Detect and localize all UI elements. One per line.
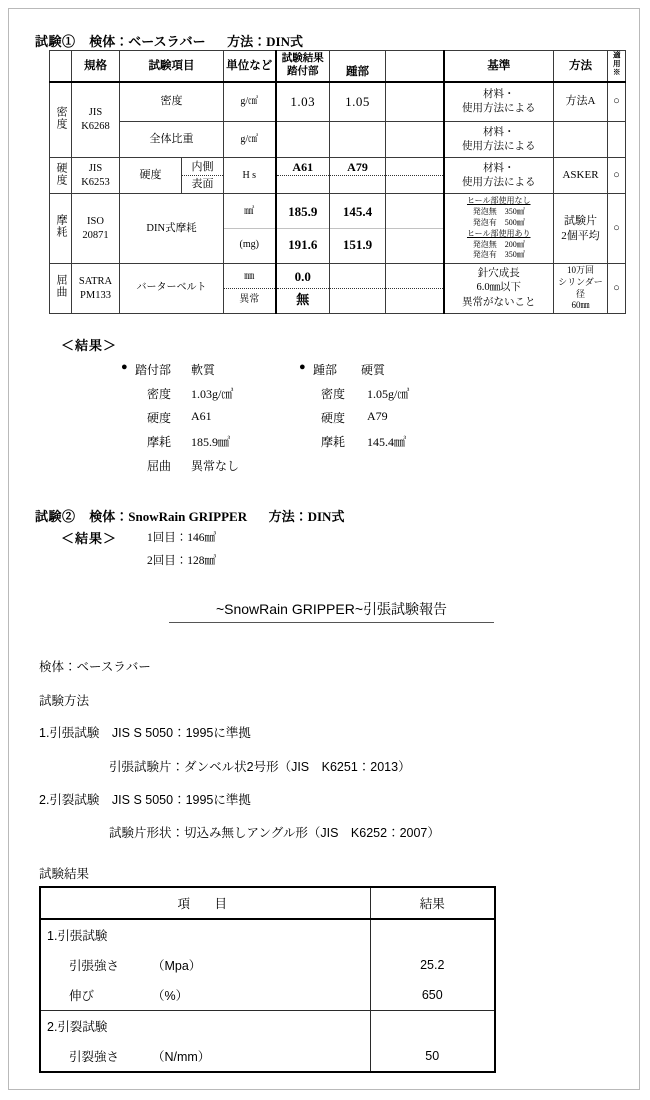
result-key: 密度 (147, 387, 172, 401)
cell-hardness-sub-surface: 表面 (191, 178, 214, 191)
cell-density-apply: ○ (608, 82, 626, 122)
bullet-icon: ● (299, 361, 306, 373)
report-row-label-text: 引張強さ (69, 959, 120, 973)
cell-hardness-sub-inner: 内側 (182, 159, 223, 176)
cell-flex-item: バーターベルト (120, 264, 224, 314)
cell-gravity-criteria: 材料・ 使用方法による (444, 122, 554, 158)
result-key: 摩耗 (321, 435, 346, 449)
cell-gravity-apply (608, 122, 626, 158)
cell-abrasion-extra (386, 194, 444, 264)
result-value: A61 (191, 409, 212, 423)
cell-gravity-extra (386, 122, 444, 158)
table-row-hardness (50, 158, 626, 194)
cell-flex-spec: SATRA PM133 (72, 264, 120, 314)
report-sample-line: 検体：ベースラバー (39, 660, 151, 674)
report-row-unit-text: （Mpa） (151, 959, 202, 973)
result-key: 屈曲 (147, 459, 172, 473)
report-row-unit-text: （N/mm） (151, 1050, 211, 1064)
cell-abrasion-item: DIN式摩耗 (120, 194, 224, 264)
report-row-value: 650 (370, 980, 495, 1011)
test2-result-heading: ＜結果＞ (61, 531, 118, 546)
rowgroup-density: 密度 (50, 82, 72, 158)
cell-hardness-method: ASKER (554, 158, 608, 194)
rowgroup-abrasion: 摩耗 (50, 194, 72, 264)
cell-abrasion-spec: ISO 20871 (72, 194, 120, 264)
report-title: ~SnowRain GRIPPER~引張試験報告 (169, 599, 494, 623)
test1-heading (35, 31, 303, 50)
cell-hardness-heel: A79 (330, 158, 386, 194)
cell-hardness-unit: H s (224, 158, 276, 194)
report-header-result: 結果 (370, 887, 495, 919)
test1-sample-label: 検体：ベースラバー (89, 34, 206, 49)
report-table-row (40, 980, 495, 1011)
result-value: 異常なし (191, 459, 240, 473)
report-table-row (40, 950, 495, 980)
test1-result-heading: ＜結果＞ (61, 338, 118, 353)
table-row-gravity (50, 122, 626, 158)
cell-flex-fore: 0.0 無 (276, 264, 330, 314)
report-results-heading: 試験結果 (39, 867, 90, 881)
header-item: 試験項目 (120, 51, 224, 82)
cell-density-criteria: 材料・ 使用方法による (444, 82, 554, 122)
cell-abrasion-method: 試験片 2個平均 (554, 194, 608, 264)
test2-heading-label: 試験② (35, 509, 76, 524)
cell-hardness-spec: JIS K6253 (72, 158, 120, 194)
result-key: 摩耗 (147, 435, 172, 449)
test1-method-label: 方法：DIN式 (227, 34, 303, 49)
result-value: 1.03g/㎤ (191, 387, 234, 401)
cell-flex-extra (386, 264, 444, 314)
report-table-group-row (40, 1011, 495, 1042)
header-apply: 適用※ (608, 51, 626, 82)
header-spec: 規格 (72, 51, 120, 82)
cell-gravity-unit: g/㎤ (224, 122, 276, 158)
cell-density-unit: g/㎤ (224, 82, 276, 122)
test2-heading (35, 506, 344, 525)
cell-abrasion-heel: 145.4 151.9 (330, 194, 386, 264)
test2-results (147, 529, 216, 575)
cell-gravity-method (554, 122, 608, 158)
header-result-fore-label: 踏付部 (287, 65, 319, 77)
result-heel-title: 踵部 (313, 363, 338, 377)
test2-result-line: 1回目：146㎣ (147, 532, 216, 544)
report-header-item: 項 目 (40, 887, 370, 919)
cell-gravity-item: 全体比重 (120, 122, 224, 158)
report-group-value (370, 919, 495, 950)
cell-hardness-apply: ○ (608, 158, 626, 194)
report-method-1: 1.引張試験 JIS S 5050：1995に準拠 (39, 726, 251, 740)
report-group-name: 1.引張試験 (40, 919, 370, 950)
cell-abrasion-apply: ○ (608, 194, 626, 264)
result-fore-note: 軟質 (191, 363, 216, 377)
cell-abrasion-criteria: ヒール部使用なし 発泡無 350㎣ 発泡有 500㎣ ヒール部使用あり 発泡無 200㎣ 発泡有 350㎣ (444, 194, 554, 264)
result-key: 密度 (321, 387, 346, 401)
test1-table (49, 50, 626, 314)
cell-density-spec: JIS K6268 (72, 82, 120, 158)
test1-heading-label: 試験① (35, 34, 76, 49)
report-group-value (370, 1011, 495, 1042)
report-method-2-detail: 試験片形状：切込み無しアングル形（JIS K6252：2007） (109, 826, 440, 840)
cell-flex-apply: ○ (608, 264, 626, 314)
cell-density-heel: 1.05 (330, 82, 386, 122)
test2-result-line: 2回目：128㎣ (147, 555, 216, 567)
cell-hardness-fore: A61 (276, 158, 330, 194)
table-header-row (50, 51, 626, 82)
report-results-table (39, 886, 496, 1073)
cell-hardness-criteria: 材料・ 使用方法による (444, 158, 554, 194)
report-row-label (40, 980, 370, 1011)
cell-flex-unit: ㎜ 異常 (224, 264, 276, 314)
result-value: 185.9㎣ (191, 435, 231, 449)
cell-flex-method: 10万回 シリンダー径 60㎜ (554, 264, 608, 314)
report-row-label-text: 伸び (69, 989, 95, 1003)
cell-hardness-item: 硬度 (120, 158, 182, 194)
report-method-2: 2.引裂試験 JIS S 5050：1995に準拠 (39, 793, 251, 807)
header-result-fore (276, 51, 330, 82)
report-group-name: 2.引裂試験 (40, 1011, 370, 1042)
report-row-label-text: 引裂強さ (69, 1050, 120, 1064)
cell-hardness-extra (386, 158, 444, 194)
report-method-heading: 試験方法 (39, 694, 90, 708)
report-row-unit-text: （%） (151, 989, 189, 1003)
bullet-icon: ● (121, 361, 128, 373)
test2-sample-label: 検体：SnowRain GRIPPER (89, 509, 248, 524)
table-row-abrasion (50, 194, 626, 264)
report-row-value: 50 (370, 1041, 495, 1072)
report-table-group-row (40, 919, 495, 950)
test2-method-label: 方法：DIN式 (268, 509, 345, 524)
cell-density-item: 密度 (120, 82, 224, 122)
header-result-extra (386, 51, 444, 82)
header-result-heel: 踵部 (330, 51, 386, 82)
header-method: 方法 (554, 51, 608, 82)
report-row-label (40, 1041, 370, 1072)
report-row-label (40, 950, 370, 980)
cell-gravity-fore (276, 122, 330, 158)
result-key: 硬度 (147, 411, 172, 425)
cell-density-fore: 1.03 (276, 82, 330, 122)
cell-abrasion-fore: 185.9 191.6 (276, 194, 330, 264)
cell-flex-criteria: 針穴成長 6.0㎜以下 異常がないこと (444, 264, 554, 314)
cell-density-extra (386, 82, 444, 122)
result-key: 硬度 (321, 411, 346, 425)
document-page (8, 8, 640, 1090)
result-fore-title: 踏付部 (135, 363, 172, 377)
report-row-value: 25.2 (370, 950, 495, 980)
result-value: A79 (367, 409, 388, 423)
rowgroup-hardness: 硬度 (50, 158, 72, 194)
result-value: 1.05g/㎤ (367, 387, 410, 401)
table-row-density (50, 82, 626, 122)
cell-density-method: 方法A (554, 82, 608, 122)
result-value: 145.4㎣ (367, 435, 407, 449)
result-heel-note: 硬質 (361, 363, 386, 377)
cell-gravity-heel (330, 122, 386, 158)
header-group-blank (50, 51, 72, 82)
header-unit: 単位など (224, 51, 276, 82)
report-table-header-row (40, 887, 495, 919)
table-row-flex (50, 264, 626, 314)
report-table-row (40, 1041, 495, 1072)
cell-flex-heel (330, 264, 386, 314)
cell-hardness-subitems (182, 158, 224, 194)
report-method-1-detail: 引張試験片：ダンベル状2号形（JIS K6251：2013） (109, 760, 411, 774)
header-criteria: 基準 (444, 51, 554, 82)
document-body (9, 9, 641, 1091)
header-result-title: 試験結果 (281, 53, 324, 65)
cell-abrasion-unit: ㎣ (mg) (224, 194, 276, 264)
rowgroup-flex: 屈曲 (50, 264, 72, 314)
